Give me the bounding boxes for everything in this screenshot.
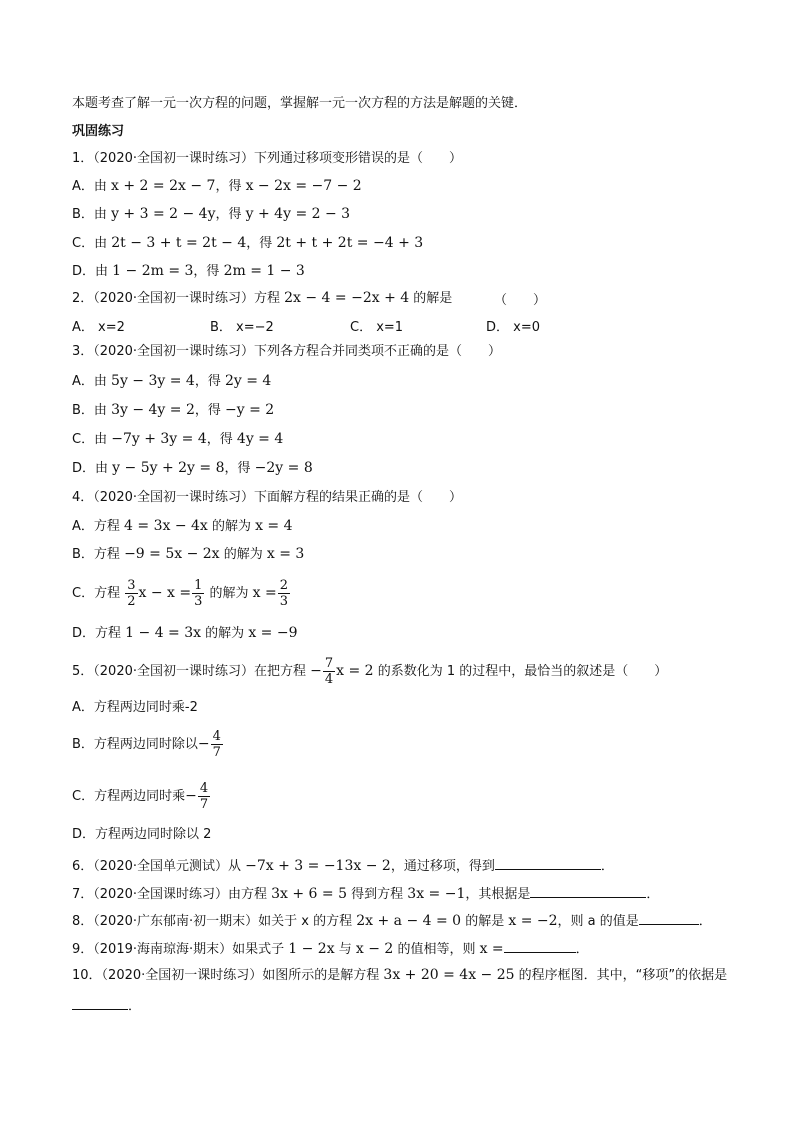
math-expr: x = 2 <box>336 663 374 679</box>
math-expr: x = −2 <box>508 913 558 929</box>
numerator: 7 <box>324 656 334 671</box>
math-expr: x = <box>252 585 277 601</box>
section-title: 巩固练习 <box>72 124 125 139</box>
q4-option-c <box>72 575 291 612</box>
q1-option-c <box>72 234 423 253</box>
math-expr: 2x − 4 = −2x + 4 <box>284 290 410 306</box>
math-expr: 4 = 3x − 4x <box>124 518 208 534</box>
q3-stem: 3．（2020·全国初一课时练习）下列各方程合并同类项不正确的是（ ） <box>72 344 501 359</box>
math-expr: − <box>185 788 197 804</box>
math-expr: 2y = 4 <box>224 373 272 389</box>
question-text: 的系数化为 1 的过程中，最恰当的叙述是（ ） <box>373 664 668 679</box>
option-text: ，得 <box>206 432 237 447</box>
question-text: 的解是 <box>461 914 509 929</box>
q4-option-a <box>72 517 293 536</box>
option-text: B．方程两边同时除以 <box>72 737 198 752</box>
option-text: ，得 <box>246 236 277 251</box>
question-text: 9．（2019·海南琼海·期末）如果式子 <box>72 942 289 957</box>
numerator: 2 <box>279 578 289 593</box>
math-expr: −2y = 8 <box>254 460 313 476</box>
question-text: 与 <box>334 942 356 957</box>
answer-blank[interactable] <box>72 995 128 1010</box>
answer-blank[interactable] <box>495 855 601 870</box>
math-expr: 3x + 6 = 5 <box>271 886 348 902</box>
option-text: ，得 <box>224 461 255 476</box>
q2-option-d: D． x=0 <box>486 320 540 335</box>
option-label: B．方程 <box>72 547 125 562</box>
q3-option-a <box>72 372 271 391</box>
option-label: B．由 <box>72 207 112 222</box>
fraction <box>211 729 223 760</box>
denominator: 4 <box>324 672 334 687</box>
question-text: ． <box>575 942 589 957</box>
math-expr: 3x + 20 = 4x − 25 <box>383 967 515 983</box>
math-expr: x = 3 <box>266 546 305 562</box>
answer-blank[interactable] <box>504 938 576 953</box>
option-text: 的解为 <box>201 626 249 641</box>
math-expr: x − x = <box>138 585 192 601</box>
question-text: 的解是 <box>409 291 453 306</box>
option-text: ，得 <box>215 207 246 222</box>
question-text: ． <box>698 914 712 929</box>
math-expr: −7x + 3 = −13x − 2 <box>245 858 391 874</box>
q4-stem: 4．（2020·全国初一课时练习）下面解方程的结果正确的是（ ） <box>72 490 462 505</box>
option-label: B．由 <box>72 403 112 418</box>
math-expr: 2t + t + 2t = −4 + 3 <box>276 235 424 251</box>
math-expr: y − 5y + 2y = 8 <box>112 460 225 476</box>
question-text: 5．（2020·全国初一课时练习）在把方程 <box>72 664 311 679</box>
numerator: 1 <box>194 578 203 593</box>
numerator: 4 <box>212 729 221 744</box>
question-text: 2．（2020·全国初一课时练习）方程 <box>72 291 285 306</box>
q3-option-c <box>72 430 283 449</box>
denominator: 7 <box>212 745 221 760</box>
q3-option-b <box>72 401 274 420</box>
q9-stem <box>72 938 589 959</box>
math-expr: y + 4y = 2 − 3 <box>245 206 351 222</box>
math-expr: 1 − 4 = 3x <box>125 625 202 641</box>
math-expr: x = 4 <box>255 518 293 534</box>
q1-stem: 1．（2020·全国初一课时练习）下列通过移项变形错误的是（ ） <box>72 151 462 166</box>
q10-stem <box>72 966 727 985</box>
q1-option-b <box>72 205 350 224</box>
answer-blank[interactable] <box>530 883 646 898</box>
option-label: D．方程 <box>72 626 126 641</box>
option-text: ，得 <box>194 403 226 418</box>
q7-stem <box>72 883 659 904</box>
question-text: ，其根据是 <box>465 887 531 902</box>
q1-option-d <box>72 262 305 281</box>
math-expr: 3x = −1 <box>407 886 466 902</box>
question-text: ． <box>646 887 660 902</box>
question-text: ，则 a 的值是 <box>557 914 639 929</box>
q2-answer-paren: （ ） <box>494 293 547 308</box>
math-expr: x = <box>479 941 504 957</box>
math-expr: x + 2 = 2x − 7 <box>111 178 216 194</box>
option-label: A．由 <box>72 179 112 194</box>
option-text: C．方程两边同时乘 <box>72 789 186 804</box>
q5-option-c <box>72 778 211 815</box>
fraction <box>192 578 204 609</box>
q2-option-a: A． x=2 <box>72 320 125 335</box>
option-label: C．由 <box>72 432 112 447</box>
math-expr: y + 3 = 2 − 4y <box>111 206 216 222</box>
math-expr: −7y + 3y = 4 <box>111 431 207 447</box>
q6-stem <box>72 855 614 876</box>
math-expr: −9 = 5x − 2x <box>124 546 220 562</box>
q5-option-a: A．方程两边同时乘-2 <box>72 700 198 715</box>
question-text: 6．（2020·全国单元测试）从 <box>72 859 246 874</box>
option-text: ，得 <box>194 374 225 389</box>
q3-option-d <box>72 459 313 478</box>
math-expr: 2m = 1 − 3 <box>223 263 305 279</box>
math-expr: 2t − 3 + t = 2t − 4 <box>111 235 247 251</box>
math-expr: −y = 2 <box>225 402 275 418</box>
math-expr: x = −9 <box>248 625 298 641</box>
q1-option-a <box>72 177 362 196</box>
option-label: D．由 <box>72 264 113 279</box>
fraction <box>198 781 210 812</box>
option-label: A．由 <box>72 374 112 389</box>
numerator: 4 <box>199 781 209 796</box>
option-text: ，得 <box>193 264 224 279</box>
math-expr: 4y = 4 <box>236 431 284 447</box>
q10-answer-line <box>72 995 141 1016</box>
q2-option-b: B． x=−2 <box>210 320 274 335</box>
option-label: C．由 <box>72 236 112 251</box>
intro-text: 本题考查了解一元一次方程的问题，掌握解一元一次方程的方法是解题的关键． <box>72 96 528 111</box>
math-expr: 5y − 3y = 4 <box>111 373 195 389</box>
option-text: 的解为 <box>205 586 253 601</box>
math-expr: 1 − 2x <box>288 941 335 957</box>
denominator: 7 <box>199 797 209 812</box>
q8-stem <box>72 910 712 931</box>
q5-option-b <box>72 726 224 763</box>
math-expr: 2x + a − 4 = 0 <box>356 913 462 929</box>
option-text: 的解为 <box>207 519 256 534</box>
denominator: 3 <box>279 594 289 609</box>
question-text: 的值相等，则 <box>393 942 480 957</box>
q2-option-c: C． x=1 <box>350 320 404 335</box>
q4-option-d <box>72 624 297 643</box>
numerator: 3 <box>127 578 136 593</box>
option-text: 的解为 <box>219 547 267 562</box>
math-expr: 1 − 2m = 3 <box>112 263 194 279</box>
question-text: 8．（2020·广东郁南·初一期末）如关于 x 的方程 <box>72 914 357 929</box>
option-text: ，得 <box>215 179 246 194</box>
denominator: 2 <box>127 594 136 609</box>
question-text: ． <box>600 859 614 874</box>
option-label: C．方程 <box>72 586 125 601</box>
answer-blank[interactable] <box>639 910 699 925</box>
question-text: 10．（2020·全国初一课时练习）如图所示的是解方程 <box>72 968 384 983</box>
question-text: ，通过移项，得到 <box>390 859 495 874</box>
q4-option-b <box>72 545 304 564</box>
q5-stem <box>72 653 667 690</box>
q5-option-d: D．方程两边同时除以 2 <box>72 827 212 842</box>
question-text: ． <box>128 999 142 1014</box>
math-expr: x − 2 <box>355 941 394 957</box>
fraction <box>323 656 335 687</box>
option-label: A．方程 <box>72 519 125 534</box>
option-label: D．由 <box>72 461 113 476</box>
question-text: 得到方程 <box>347 887 408 902</box>
math-expr: 3y − 4y = 2 <box>111 402 195 418</box>
math-expr: − <box>197 736 210 752</box>
question-text: 7．（2020·全国课时练习）由方程 <box>72 887 272 902</box>
math-expr: − <box>310 663 322 679</box>
fraction <box>278 578 290 609</box>
q2-stem <box>72 289 452 308</box>
math-expr: x − 2x = −7 − 2 <box>245 178 362 194</box>
denominator: 3 <box>194 594 203 609</box>
fraction <box>125 578 137 609</box>
question-text: 的程序框图．其中，“移项”的依据是 <box>514 968 728 983</box>
